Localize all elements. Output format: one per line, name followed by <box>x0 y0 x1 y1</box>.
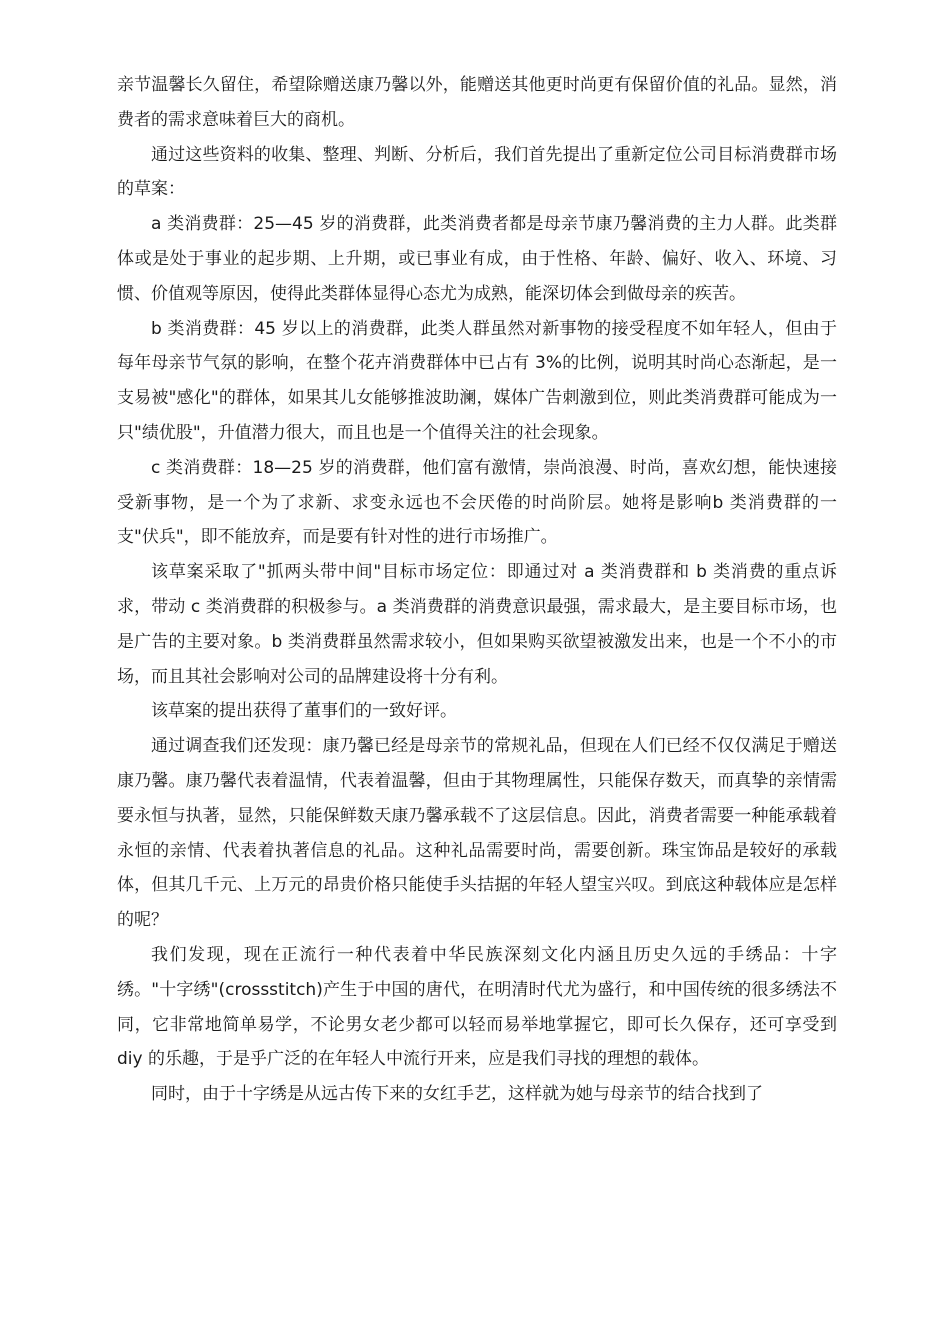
paragraph-survey-findings: 通过调查我们还发现：康乃馨已经是母亲节的常规礼品，但现在人们已经不仅仅满足于赠送康乃馨。康乃馨代表着温情，代表着温馨，但由于其物理属性，只能保存数天，而真挚的亲情需要永恒与执著，显然，只能保鲜数天康乃馨承载不了这层信息。因此，消费者需要一种能承载着永恒的亲情、代表着执著信息的礼品。这种礼品需要时尚，需要创新。珠宝饰品是较好的承载体，但其几千元、上万元的昂贵价格只能使手头拮据的年轻人望宝兴叹。到底这种载体应是怎样的呢？ <box>117 736 837 931</box>
paragraph-group-b: b 类消费群：45 岁以上的消费群，此类人群虽然对新事物的接受程度不如年轻人，但由于每年母亲节气氛的影响，在整个花卉消费群体中已占有 3%的比例，说明其时尚心态渐起，是一支易被"感化"的群体，如果其儿女能够推波助澜，媒体广告刺激到位，则此类消费群可能成为一只"绩优股"，升值潜力很大，而且也是一个值得关注的社会现象。 <box>117 318 837 443</box>
paragraph-mothers-day: 同时，由于十字绣是从远古传下来的女红手艺，这样就为她与母亲节的结合找到了 <box>151 1084 763 1105</box>
paragraph-board-approval: 该草案的提出获得了董事们的一致好评。 <box>151 701 457 722</box>
paragraph-group-a: a 类消费群：25—45 岁的消费群，此类消费者都是母亲节康乃馨消费的主力人群。此类群体或是处于事业的起步期、上升期，或已事业有成，由于性格、年龄、偏好、收入、环境、习惯、价值观等原因，使得此类群体显得心态尤为成熟，能深切体会到做母亲的疾苦。 <box>117 214 837 304</box>
paragraph-cross-stitch: 我们发现，现在正流行一种代表着中华民族深刻文化内涵且历史久远的手绣品：十字绣。"十字绣"(crossstitch)产生于中国的唐代，在明清时代尤为盛行，和中国传统的很多绣法不同，它非常地简单易学，不论男女老少都可以轻而易举地掌握它，即可长久保存，还可享受到 diy 的乐趣，于是乎广泛的在年轻人中流行开来，应是我们寻找的理想的载体。 <box>117 944 837 1070</box>
paragraph-group-c: c 类消费群：18—25 岁的消费群，他们富有激情，崇尚浪漫、时尚，喜欢幻想，能快速接受新事物，是一个为了求新、求变永远也不会厌倦的时尚阶层。她将是影响b 类消费群的一支"伏兵"，即不能放弃，而是要有针对性的进行市场推广。 <box>117 457 837 548</box>
paragraph-positioning: 该草案采取了"抓两头带中间"目标市场定位：即通过对 a 类消费群和 b 类消费的重点诉求，带动 c 类消费群的积极参与。a 类消费群的消费意识最强，需求最大，是主要目标市场，也是广告的主要对象。b 类消费群虽然需求较小，但如果购买欲望被激发出来，也是一个不小的市场，而且其社会影响对公司的品牌建设将十分有利。 <box>117 562 837 687</box>
paragraph-target-market-draft: 通过这些资料的收集、整理、判断、分析后，我们首先提出了重新定位公司目标消费群市场的草案： <box>117 144 837 200</box>
document-page <box>117 68 837 1112</box>
paragraph-continuation: 亲节温馨长久留住，希望除赠送康乃馨以外，能赠送其他更时尚更有保留价值的礼品。显然，消费者的需求意味着巨大的商机。 <box>117 75 837 130</box>
